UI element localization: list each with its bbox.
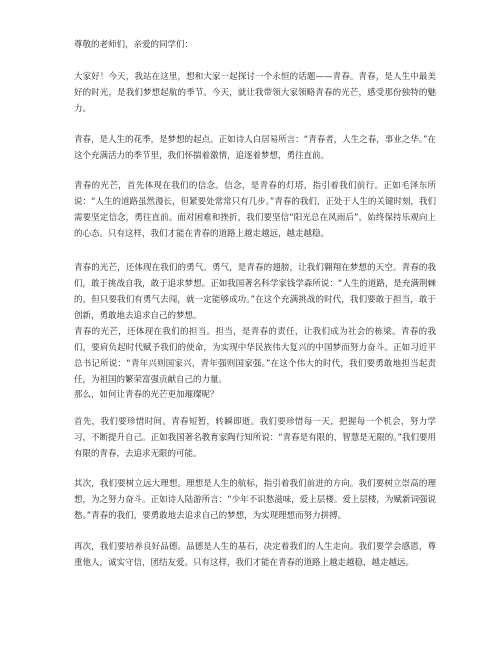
paragraph-question: 那么，如何让青春的光芒更加璀璨呢？ (74, 390, 219, 400)
paragraph-character: 再次，我们要培养良好品德。品德是人生的基石，决定着我们的人生走向。我们要学会感恩，尊重他人，诚实守信，团结友爱。只有这样，我们才能在青春的道路上越走越稳，越走越远。 (74, 542, 436, 568)
paragraph-youth-flower-season: 青春，是人生的花季，是梦想的起点。正如诗人白居易所言：“青春者，人生之春，事业之华。”在这个充满活力的季节里，我们怀揣着激情，追逐着梦想，勇往直前。 (74, 135, 436, 161)
paragraph-responsibility: 青春的光芒，还体现在我们的担当。担当，是青春的责任，让我们成为社会的栋梁。青春的我们，要肩负起时代赋予我们的使命，为实现中华民族伟大复兴的中国梦而努力奋斗。正如习近平总书记所说：“青年兴则国家兴，青年强则国家强。”在这个伟大的时代，我们要勇敢地担当起责任，为祖国的繁荣富强贡献自己的力量。 (74, 327, 436, 385)
paragraph-courage: 青春的光芒，还体现在我们的勇气。勇气，是青春的翅膀，让我们翱翔在梦想的天空。青春的我们，敢于挑战自我，敢于追求梦想。正如我国著名科学家钱学森所说：“人生的道路，是充满荆棘的，但只要我们有勇气去闯，就一定能够成功。”在这个充满挑战的时代，我们要敢于担当，敢于创新，勇敢地去追求自己的梦想。 (74, 263, 436, 321)
paragraph-cherish-time: 首先，我们要珍惜时间。青春短暂，转瞬即逝。我们要珍惜每一天，把握每一个机会，努力学习，不断提升自己。正如我国著名教育家陶行知所说：“青春是有限的，智慧是无限的。”我们要用有限的青春，去追求无限的可能。 (74, 417, 436, 459)
paragraph-belief: 青春的光芒，首先体现在我们的信念。信念，是青春的灯塔，指引着我们前行。正如毛泽东所说：“人生的道路虽然漫长，但紧要处常常只有几步。”青春的我们，正处于人生的关键时刻，我们需要坚定信念，勇往直前。面对困难和挫折，我们要坚信“阳光总在风雨后”，始终保持乐观向上的心态。只有这样，我们才能在青春的道路上越走越远，越走越稳。 (74, 181, 436, 239)
salutation: 尊敬的老师们，亲爱的同学们： (74, 40, 194, 50)
paragraph-ideals: 其次，我们要树立远大理想。理想是人生的航标，指引着我们前进的方向。我们要树立崇高的理想，为之努力奋斗。正如诗人陆游所言：“少年不识愁滋味，爱上层楼。爱上层楼，为赋新词强说愁。”青春的我们，要勇敢地去追求自己的梦想，为实现理想而努力拼搏。 (74, 479, 436, 521)
paragraph-intro: 大家好！今天，我站在这里，想和大家一起探讨一个永恒的话题——青春。青春，是人生中最美好的时光，是我们梦想起航的季节。今天，就让我带领大家领略青春的光芒，感受那份独特的魅力。 (74, 72, 436, 114)
